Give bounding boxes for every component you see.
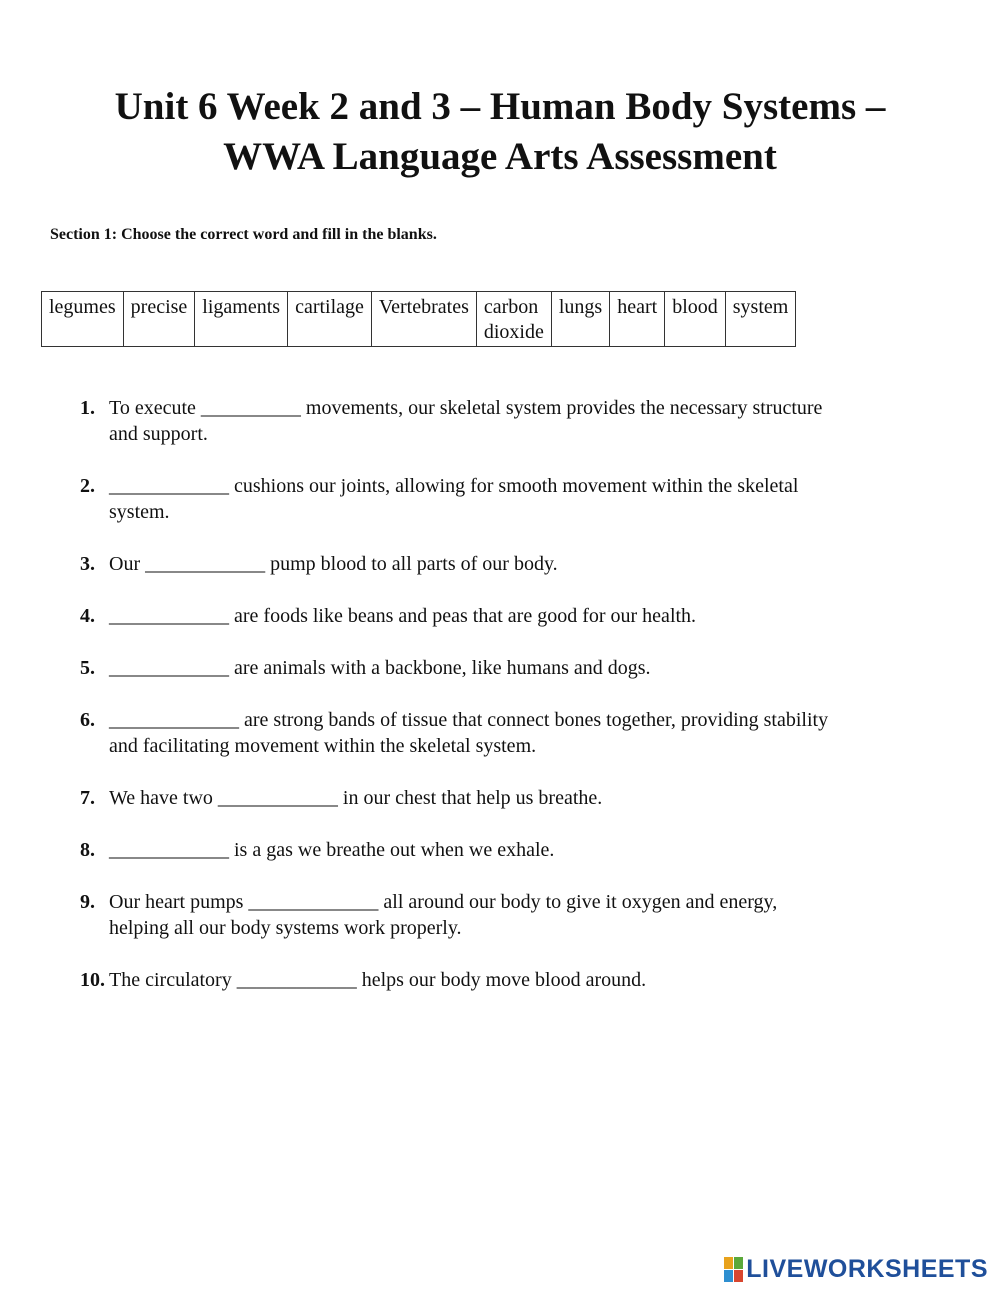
word-bank-word: blood [672,296,718,318]
logo-block [734,1270,743,1282]
question-item [80,707,960,759]
page-title [0,82,1000,182]
word-bank-word: lungs [558,296,603,318]
word-bank-cell [551,292,609,347]
word-bank-word: heart [617,296,658,318]
question-number: 5. [80,657,95,679]
section-heading: Section 1: Choose the correct word and fill in the blanks. [50,226,437,243]
question-text: The circulatory ____________ helps our body move blood around. [109,969,647,991]
question-text-line2: and support. [109,423,208,445]
question-number: 7. [80,787,95,809]
question-text-line2: and facilitating movement within the skeletal system. [109,735,537,757]
title-line-2: WWA Language Arts Assessment [223,135,777,178]
question-text: ____________ are animals with a backbone, like humans and dogs. [109,657,651,679]
word-bank-cell [476,292,551,347]
word-bank-cell [288,292,372,347]
question-number: 8. [80,839,95,861]
question-item [80,785,960,811]
logo-blocks-icon [724,1257,743,1282]
word-bank-cell [725,292,796,347]
word-bank-cell [42,292,124,347]
question-text: To execute __________ movements, our skeletal system provides the necessary structure [109,397,823,419]
question-text: _____________ are strong bands of tissue that connect bones together, providing stability [109,709,829,731]
title-line-1: Unit 6 Week 2 and 3 – Human Body Systems – [114,85,886,128]
logo-block [724,1270,733,1282]
question-list [80,395,960,1019]
question-text: We have two ____________ in our chest that help us breathe. [109,787,603,809]
question-text: ____________ cushions our joints, allowing for smooth movement within the skeletal [109,475,799,497]
question-item [80,967,960,993]
logo-block [734,1257,743,1269]
question-item [80,551,960,577]
word-bank-word: Vertebrates [378,296,469,318]
word-bank-word: system [732,296,789,318]
word-bank-word: cartilage [295,296,364,318]
word-bank-row [42,292,796,347]
question-item [80,473,960,525]
word-bank-word: ligaments [202,296,281,318]
question-text: ____________ are foods like beans and peas that are good for our health. [109,605,697,627]
liveworksheets-logo [724,1255,988,1284]
word-bank-cell [665,292,726,347]
word-bank-word: precise [130,296,188,318]
question-item [80,837,960,863]
word-bank-word: carbon [483,296,539,318]
question-number: 1. [80,397,95,419]
question-item [80,889,960,941]
question-item [80,655,960,681]
word-bank-word-line2: dioxide [483,321,544,343]
word-bank-cell [371,292,476,347]
question-number: 4. [80,605,95,627]
word-bank-cell [195,292,288,347]
question-number: 2. [80,475,95,497]
question-item [80,603,960,629]
question-text-line2: system. [109,501,170,523]
question-number: 3. [80,553,95,575]
logo-text: LIVEWORKSHEETS [746,1255,988,1283]
question-text: Our heart pumps _____________ all around our body to give it oxygen and energy, [109,891,778,913]
question-text: Our ____________ pump blood to all parts of our body. [109,553,558,575]
question-item [80,395,960,447]
question-text: ____________ is a gas we breathe out when we exhale. [109,839,555,861]
logo-block [724,1257,733,1269]
word-bank-cell [123,292,195,347]
word-bank-word: legumes [49,296,116,318]
word-bank-table [41,291,796,347]
question-number: 10. [80,969,105,991]
question-number: 6. [80,709,95,731]
question-number: 9. [80,891,95,913]
question-text-line2: helping all our body systems work properly. [109,917,462,939]
word-bank-cell [610,292,665,347]
